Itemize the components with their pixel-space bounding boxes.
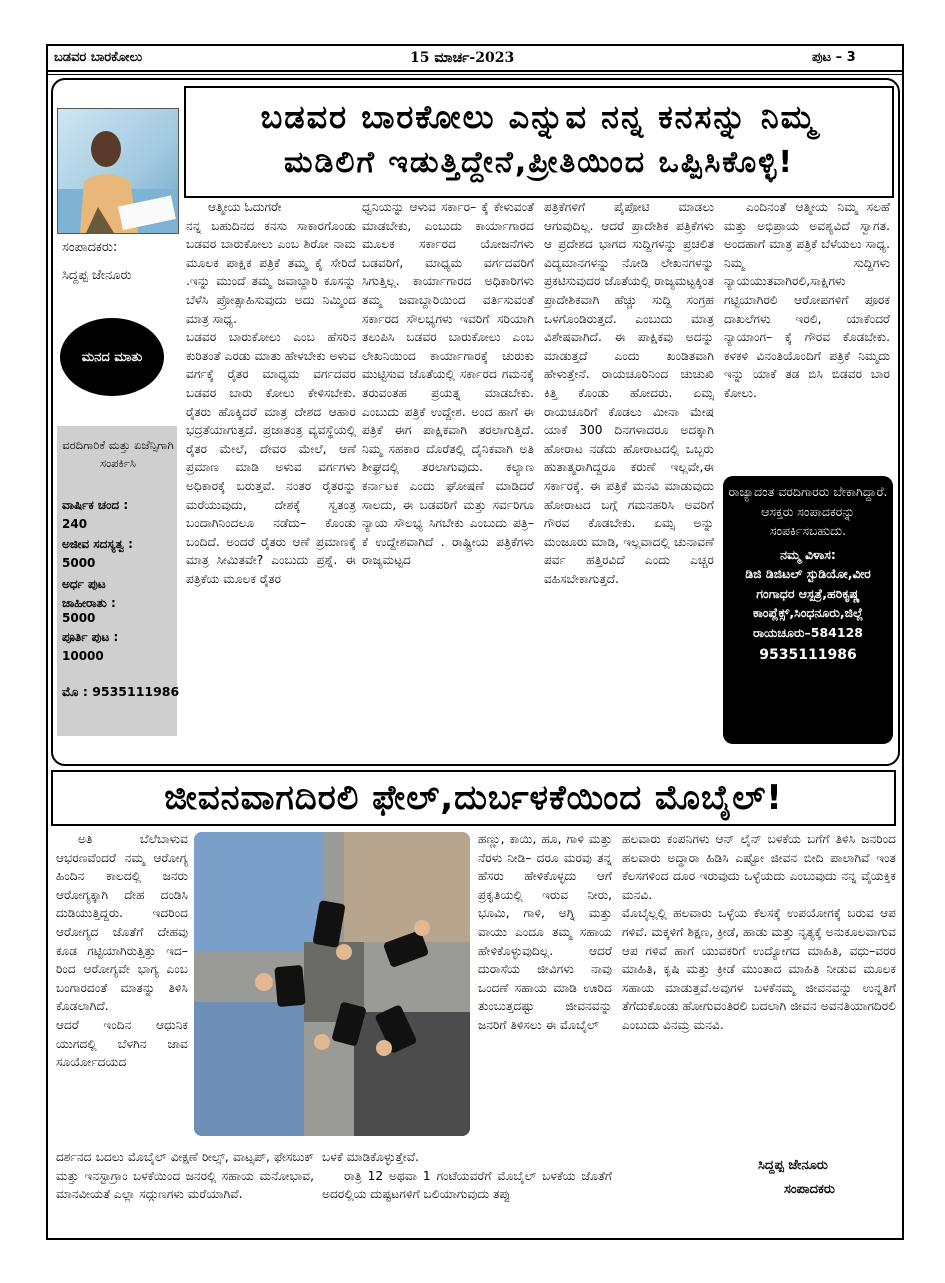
sidebar-contact-heading: ವರದಿಗಾರಿಕೆ ಮತ್ತು ಏಜೆನ್ಸಿಗಾಗಿ ಸಂಪರ್ಕಿಸಿ: [62, 438, 174, 470]
article2-col3-text: ಹಲವಾರು ಕಂಪನಿಗಳು ಆನ್ ಲೈನ್ ಬಳಕೆಯ ಬಗೆಗೆ ತಿಳಿಸಿ ಜನರಿಂದ ಹಲವಾರು ಅದ್ಧಾರಾ ಹಿಡಿಸಿ ಎಷ್ಟೋ ಜೀವನ ಬೀದಿ ಪಾಲಾಗಿವೆ ಇಂತ ಕೆಲಸಗಳಿಂದ ದೂರ ಇರುವುದು ಒಳ್ಳೆಯದು ಎಂಬುವುದು ನನ್ನ ವೈಯಕ್ತಿಕ ಮನವಿ. ಮೊಬೈಲ್ಲಲ್ಲಿ ಹಲವಾರು ಒಳ್ಳೆಯ ಕೆಲಸಕ್ಕೆ ಉಪಯೋಗಕ್ಕೆ ಬರುವ ಆಪ ಗಳಿವೆ. ಮಕ್ಕಳಿಗೆ ಶಿಕ್ಷಣ, ಕ್ರೀಡೆ, ಹಾಡು ಮತ್ತು ನೃತ್ಯಕ್ಕೆ ಅನುಕೂಲವಾಗುವ ಆಪ ಗಳಿವೆ ಹಾಗೆ ಯುವಕರಿಗೆ ಉದ್ಯೋಗದ ಮಾಹಿತಿ, ವಧು–ವರರ ಮಾಹಿತಿ, ಕೃಷಿ ಮತ್ತು ಕ್ರೀಡೆ ಮುಂತಾದ ಮಾಹಿತಿ ನೀಡುವ ಮೂಲಕ ಸಹಾಯ ಮಾಡುತ್ತವೆ.ಅವುಗಳ ಬಳಕೆನಮ್ಮ ಜೀವನವನ್ನು ಉನ್ನತಿಗೆ ತೆಗೆದುಕೊಂಡು ಹೋಗುವಂತಿರಲಿ ಬದಲಾಗಿ ಜೀವನ ಅವನತಿಯಾಗದಿರಲಿ ಎಂಬುದು ವಿನಮ್ರ ಮನವಿ.: [622, 832, 896, 1032]
sidebar-rate-2-value: 5000: [62, 556, 96, 570]
header-rule-thin: [46, 74, 904, 75]
editorial-col4-text: ಎಂದಿನಂತೆ ಆತ್ಮೀಯ ನಿಮ್ಮ ಸಲಹೆ ಮತ್ತು ಅಭಿಪ್ರಾಯ ಅವಶ್ಯವಿದೆ ಸ್ವಾಗತ. ಅಂದಹಾಗೆ ಮಾತ್ರ ಪತ್ರಿಕೆ ಬೆಳೆಯಲು ಸಾಧ್ಯ. ನಿಮ್ಮ ಸುದ್ದಿಗಳು ನ್ಯಾಯಯುತವಾಗಿರಲಿ,ಸಾಕ್ಷಿಗಳು ಗಟ್ಟಿಯಾಗಿರಲಿ ಆರೋಪಗಳಿಗೆ ಪೂರಕ ದಾಖಲೆಗಳು ಇರಲಿ, ಯಾಕೆಂದರೆ ನ್ಯಾಯಾಂಗ– ಕ್ಕೆ ಗೌರವ ಕೊಡಬೇಕು. ಕಳಕಳಿ ವಿನಂತಿಯೊಂದಿಗೆ ಪತ್ರಿಕೆ ನಿಮ್ಮದು ಇನ್ನು ಯಾಕೆ ತಡ ಬಿಸಿ ಬಿಡವರ ಬಾರ ಕೋಲು.: [724, 200, 890, 400]
sidebar-rate-1-value: 240: [62, 517, 88, 531]
sidebar-rate-4-label: ಪೂರ್ತಿ ಪುಟ :: [62, 630, 119, 644]
address-text: ಡಿಜಿ ಡಿಜಿಟಲ್ ಸ್ಟುಡಿಯೋ,ವೀರ ಗಂಗಾಧರ ಆಸ್ಪತ್ರೆ,ಹರಿಕೃಷ್ಣ ಕಾಂಪ್ಲೆಕ್ಸ್,ಸಿಂಧನೂರು,ಜಿಲ್ಲೆ ರಾಯಚೂರು–584128: [745, 566, 871, 640]
editorial-title-box: [184, 86, 894, 198]
address-label: ನಮ್ಮ ವಿಳಾಸ:: [780, 546, 836, 562]
article2-title: ಜೀವನವಾಗದಿರಲಿ ಫೇಲ್,ದುರ್ಬಳಕೆಯಿಂದ ಮೊಬೈಲ್!: [164, 778, 783, 818]
sidebar-editor-label: ಸಂಪಾದಕರು:: [62, 240, 118, 255]
article2-signature-role: ಸಂಪಾದಕರು: [784, 1182, 835, 1197]
editorial-column-2: [362, 198, 534, 754]
sidebar-rate-4-value: 10000: [62, 649, 104, 663]
header-date: 15 ಮಾರ್ಚ-2023: [410, 50, 515, 66]
sidebar-rate-2-label: ಅಜೀವ ಸದಸ್ಯತ್ವ :: [62, 537, 133, 551]
editor-photo: [57, 108, 179, 234]
article2-column-1: [56, 830, 188, 1142]
editorial-title-line2: ಮಡಿಲಿಗೆ ಇಡುತ್ತಿದ್ದೇನೆ,ಪ್ರೀತಿಯಿಂದ ಒಪ್ಪಿಸಿಕೊಳ್ಳಿ!: [283, 145, 795, 180]
article2-col2-text: ಹಣ್ಣು, ಕಾಯಿ, ಹೂ, ಗಾಳಿ ಮತ್ತು ನೆರಳು ನೀಡಿ– ದರೂ ಮರವು ತನ್ನ ಹೆಸರು ಹೇಳಿಕೊಳ್ಳದು ಆಗೆ ಪ್ರಕೃತಿಯಲ್ಲಿ ಇರುವ ನೀರು, ಭೂಮಿ, ಗಾಳಿ, ಅಗ್ನಿ ಮತ್ತು ವಾಯು ಎಂದೂ ತಮ್ಮ ಸಹಾಯ ಹೇಳಿಕೊಳ್ಳುವುದಿಲ್ಲ. ಆದರೆ ದುರಾಸೆಯ ಜೀವಿಗಳು ನಾವು ಒಂದಣೆ ಸಹಾಯ ಮಾಡಿ ಊರಿದ ತುಂಬುತ್ತದಷ್ಟು ಜೀವನವನ್ನು ಜನರಿಗೆ ತಿಳಿಸಲು ಈ ಮೊಬೈಲ್: [478, 832, 612, 1032]
article2-wide2b-text: ರಾತ್ರಿ 12 ಅಥವಾ 1 ಗಂಟೆಯವರೆಗೆ ಮೊಬೈಲ್ ಬಳಕೆಯ ಜೊತೆಗೆ ಅದರಲ್ಲಿಯ ದುಷ್ಟಟಗಳಿಗೆ ಬಲಿಯಾಗುವುದು ತಪ್ಪು: [322, 1168, 612, 1202]
editorial-col1-text: ಆತ್ಮೀಯ ಓದುಗರೇ ನನ್ನ ಬಹುದಿನದ ಕನಸು ಸಾಕಾರಗೊಂಡು ಬಡವರ ಬಾರುಕೋಲು ಎಂಬ ಶಿರೋ ನಾಮ ಮೂಲಕ ಪಾಕ್ಷಿಕ ಪತ್ರಿಕೆ ತಮ್ಮ ಕೈ ಸೇರಿದೆ .ಇನ್ನು ಮುಂದೆ ತಮ್ಮ ಜವಾಬ್ದಾರಿ ಕೂಸನ್ನು ಬೆಳೆಸಿ ಪ್ರೋತ್ಸಾಹಿಸುವುದು ಅದು ನಿಮ್ಮಿಂದ ಮಾತ್ರ ಸಾಧ್ಯ. ಬಡವರ ಬಾರುಕೋಲು ಎಂಬ ಹೆಸರಿನ ಕುರಿತಂತೆ ಎರಡು ಮಾತು ಹೇಳಬೇಕು ಅಳುವ ವರ್ಗಕ್ಕೆ ರೈತರ ಮಾಧ್ಯಮ ವರ್ಗದವರ ಬಡವರ ಬಾರು ಕೋಲು ಕೇಳಿಸಬೇಕು. ರೈತರು ಹೊಕ್ಕಿದರೆ ಮಾತ್ರ ದೇಶದ ಆಹಾರ ಭದ್ರತೆಯಾಗುತ್ತದೆ. ಪ್ರಜಾತಂತ್ರ ವ್ಯವಸ್ಥೆಯಲ್ಲಿ ರೈತರ ಮೇಲೆ, ದೇವರ ಮೇಲೆ, ಆಣೆ ಪ್ರಮಾಣ ಮಾಡಿ ಅಳುವ ವರ್ಗಗಳು ಅಧಿಕಾರಕ್ಕೆ ಬರುತ್ತವೆ. ನಂತರ ರೈತರನ್ನು ಮರೆಯುವುದು, ದೇಶಕ್ಕೆ ಸ್ವತಂತ್ರ ಬಂದಾಗಿನಿಂದಲೂ ನಡೆದು– ಕೊಂಡು ಬಂದಿದೆ. ಅಂದರೆ ರೈತರು ಆಣೆ ಪ್ರಮಾಣಕ್ಕೆ ಮಾತ್ರ ಸೀಮಿತವೇ? ಎಂಬುದು ಪ್ರಶ್ನೆ. ಈ ಪತ್ರಿಕೆಯ ಮೂಲಕ ರೈತರ: [186, 200, 356, 586]
manada-matu-text: ಮನದ ಮಾತು: [81, 349, 143, 365]
page-border-right: [902, 44, 904, 1240]
page-border-bottom: [46, 1238, 904, 1240]
article2-column-2: [478, 830, 612, 1142]
sidebar-rate-3-label: ಅರ್ಧ ಪುಟ ಜಾಹೀರಾತು :: [62, 577, 116, 610]
header-page-number: ಪುಟ – 3: [812, 50, 856, 65]
article2-signature-name: ಸಿದ್ದಪ್ಪ ಜೇನೂರು: [758, 1158, 828, 1173]
reporters-wanted-box: [723, 476, 893, 744]
header-paper-name: ಬಡವರ ಬಾರಕೋಲು: [54, 50, 143, 65]
article2-column-3: [622, 830, 896, 1140]
manada-matu-badge: [60, 318, 164, 396]
editorial-column-3: [544, 198, 714, 754]
editorial-column-4: [724, 198, 890, 460]
page-border-top: [46, 44, 904, 46]
sidebar-editor-name: ಸಿದ್ದಪ್ಪ ಜೇನೂರು: [62, 268, 132, 283]
editorial-col2-text: ಧ್ವನಿಯನ್ನು ಆಳುವ ಸರ್ಕಾರ– ಕ್ಕೆ ಕೇಳುವಂತೆ ಮಾಡಬೇಕು, ಎಂಬುದು ಕಾರ್ಯಾಗಾರದ ಮೂಲಕ ಸರ್ಕಾರದ ಯೋಜನೆಗಳು ಬಡವರಿಗೆ, ಮಾಧ್ಯಮ ವರ್ಗದವರಿಗೆ ಸಿಗುತ್ತಿಲ್ಲ. ಕಾರ್ಯಾಗಾರದ ಅಧಿಕಾರಿಗಳು ತಮ್ಮ ಜವಾಬ್ದಾರಿಯಿಂದ ವರ್ತಿಸುವಂತೆ ಸರ್ಕಾರದ ಸೌಲಭ್ಯಗಳು ಇವರಿಗೆ ಸರಿಯಾಗಿ ತಲುಪಿಸಿ ಬಡವರ ಬಾರುಕೋಲು ಎಂಬ ಲೇಖನಿಯಿಂದ ಕಾರ್ಯಾಗಾರಕ್ಕೆ ಚುರುಕು ಮುಟ್ಟಿಸುವ ಜೊತೆಯಲ್ಲಿ ಸರ್ಕಾರದ ಗಮನಕ್ಕೆ ತರುವಂತಹ ಪ್ರಯತ್ನ ಮಾಡಬೇಕು. ಎಂಬುದು ಪತ್ರಿಕೆ ಉದ್ದೇಶ. ಅಂದ ಹಾಗೆ ಈ ಪತ್ರಿಕೆ ಈಗ ಪಾಕ್ಷಿಕವಾಗಿ ತರಲಾಗುತ್ತಿದೆ. ನಿಮ್ಮ ಸಹಕಾರ ದೊರೆತಲ್ಲಿ ದೈನಿಕವಾಗಿ ಅತಿ ಶೀಘ್ರದಲ್ಲಿ ತರಲಾಗುವುದು. ಕಲ್ಯಾಣ ಕರ್ನಾಟಕ ಎಂದು ಘೋಷಣೆ ಮಾಡಿದರೆ ಸಾಲದು, ಈ ಬಡವರಿಗೆ ಮತ್ತು ಸರ್ವರಿಗೂ ನ್ಯಾಯ ಸೌಲಭ್ಯ ಸಿಗಬೇಕು ಎಂಬುದು ಪತ್ರಿ– ಕೆ ಉದ್ದೇಶವಾಗಿದೆ . ರಾಷ್ಟ್ರೀಯ ಪತ್ರಿಕೆಗಳು ರಾಜ್ಯಮಟ್ಟದ: [362, 200, 534, 568]
editorial-col3-text: ಪತ್ರಿಕೆಗಳಿಗೆ ಪೈಪೋಟಿ ಮಾಡಲು ಆಗುವುದಿಲ್ಲ. ಆದರೆ ಪ್ರಾದೇಶಿಕ ಪತ್ರಿಕೆಗಳು ಆ ಪ್ರದೇಶದ ಭಾಗದ ಸುದ್ದಿಗಳನ್ನು ಪ್ರಚಲಿತ ವಿದ್ಯಮಾನಗಳನ್ನು ನೋಡಿ ಲೇಖನಗಳನ್ನು ಪ್ರಕಟಿಸುವುದರ ಜೊತೆಯಲ್ಲಿ ರಾಜ್ಯಮಟ್ಟಕ್ಕಿಂತ ಪ್ರಾದೇಶಿಕವಾಗಿ ಹೆಚ್ಚು ಸುದ್ದಿ ಸಂಗ್ರಹ ಒಳಗೊಂಡಿರುತ್ತದೆ. ಎಂಬುದು ಮಾತ್ರ ವಿಶೇಷವಾಗಿದೆ. ಈ ಪಾಕ್ಷಿಕವು ಅದನ್ನು ಮಾಡುತ್ತದೆ ಎಂದು ಖಂಡಿತವಾಗಿ ಹೇಳುತ್ತೇನೆ. ರಾಯಚೂರಿನಿಂದ ಚುಚುಖಿ ಕಿತ್ತಿ ಕೊಂಡು ಹೋದರು. ಏಮ್ಸ ರಾಯಚೂರಿಗೆ ಕೊಡಲು ಮೀನಾ ಮೇಷ ಯಾಕೆ 300 ದಿನಗಳಾದರೂ ಅದಕ್ಕಾಗಿ ಹೋರಾಟ ನಡೆದು ಹೋರಾಟದಲ್ಲಿ ಒಬ್ಬರು ಹುತಾತ್ಮರಾಗಿದ್ದರೂ ಕರುಣೆ ಇಲ್ಲವೇ,ಈ ಸರ್ಕಾರಕ್ಕೆ. ಈ ಪತ್ರಿಕೆ ಮನವಿ ಮಾಡುವುದು ಹೋರಾಟದ ಬಗ್ಗೆ ಗಮನಹರಿಸಿ ಅವರಿಗೆ ಗೌರವ ಕೊಡಬೇಕು. ಏಮ್ಸ ಅನ್ನು ಮಂಜೂರು ಮಾಡಿ, ಇಲ್ಲವಾದಲ್ಲಿ ಚುನಾವಣೆ ಪರ್ವ ಹತ್ತಿರವಿದೆ ಎಂದು ಎಚ್ಚರ ವಹಿಸಬೇಕಾಗುತ್ತದೆ.: [544, 200, 714, 586]
header-rule: [46, 70, 904, 72]
page-border-left: [46, 44, 48, 1240]
article2-title-box: [51, 770, 896, 826]
article2-col1-text: ಅತಿ ಬೆಲೆಬಾಳುವ ಆಭರಣವೆಂದರೆ ನಮ್ಮ ಆರೋಗ್ಯ ಹಿಂದಿನ ಕಾಲದಲ್ಲಿ ಜನರು ಆರೋಗ್ಯಕ್ಕಾಗಿ ದೇಹ ದಂಡಿಸಿ ದುಡಿಯುತ್ತಿದ್ದರು. ಇದರಿಂದ ಆರೋಗ್ಯದ ಜೊತೆಗೆ ದೇಹವು ಕೂಡ ಗಟ್ಟಿಯಾಗಿರುತ್ತಿತ್ತು ಇದ– ರಿಂದ ಆರೋಗ್ಯವೇ ಭಾಗ್ಯ ಎಂಬ ಬಂಗಾರದಂತೆ ಮಾತನ್ನು ತಿಳಿಸಿ ಕೊಡಲಾಗಿದೆ. ಆದರೆ ಇಂದಿನ ಆಧುನಿಕ ಯುಗದಲ್ಲಿ ಬೆಳಗಿನ ಜಾವ ಸೂರ್ಯೋದಯದ: [56, 832, 188, 1070]
editorial-title-line1: ಬಡವರ ಬಾರಕೋಲು ಎನ್ನುವ ನನ್ನ ಕನಸನ್ನು ನಿಮ್ಮ: [260, 98, 818, 136]
editorial-column-1: [186, 198, 356, 754]
reporters-wanted-text: ರಾಜ್ಯಾದಂತ ವರದಿಗಾರರು ಬೇಕಾಗಿದ್ದಾರೆ. ಆಸಕ್ತರು ಸಂಪಾದಕರನ್ನು ಸಂಪರ್ಕಿಸಬಹುದು.: [728, 484, 888, 538]
article2-wide2a-text: ಬಳಕೆ ಮಾಡಿಕೊಳ್ಳುತ್ತೇವೆ.: [322, 1150, 419, 1164]
article2-wide-text-2: [322, 1148, 612, 1228]
sidebar-rate-1-label: ವಾರ್ಷಿಕ ಚಂದ :: [62, 498, 129, 512]
mobile-users-photo: [194, 832, 470, 1136]
sidebar-rate-3-value: 5000: [62, 611, 96, 625]
sidebar-phone: ಮೊ : 9535111986: [62, 684, 180, 699]
address-phone: 9535111986: [759, 647, 857, 663]
article2-wide1-text: ದರ್ಶನದ ಬದಲು ಮೊಬೈಲ್ ವೀಕ್ಷಣೆ ರೀಲ್ಸ್, ವಾಟ್ಸಪ್, ಫೇಸಬುಕ್ ಮತ್ತು ಇನಸ್ಟಾಗ್ರಾಂ ಬಳಕೆಯಿಂದ ಜನರಲ್ಲಿ ಸಹಾಯ ಮನೋಭಾವ, ಮಾನವೀಯತೆ ಎಲ್ಲಾ ಸದ್ಗುಣಗಳು ಮರೆಯಾಗಿವೆ.: [56, 1150, 314, 1202]
article2-wide-text-1: [56, 1148, 314, 1228]
